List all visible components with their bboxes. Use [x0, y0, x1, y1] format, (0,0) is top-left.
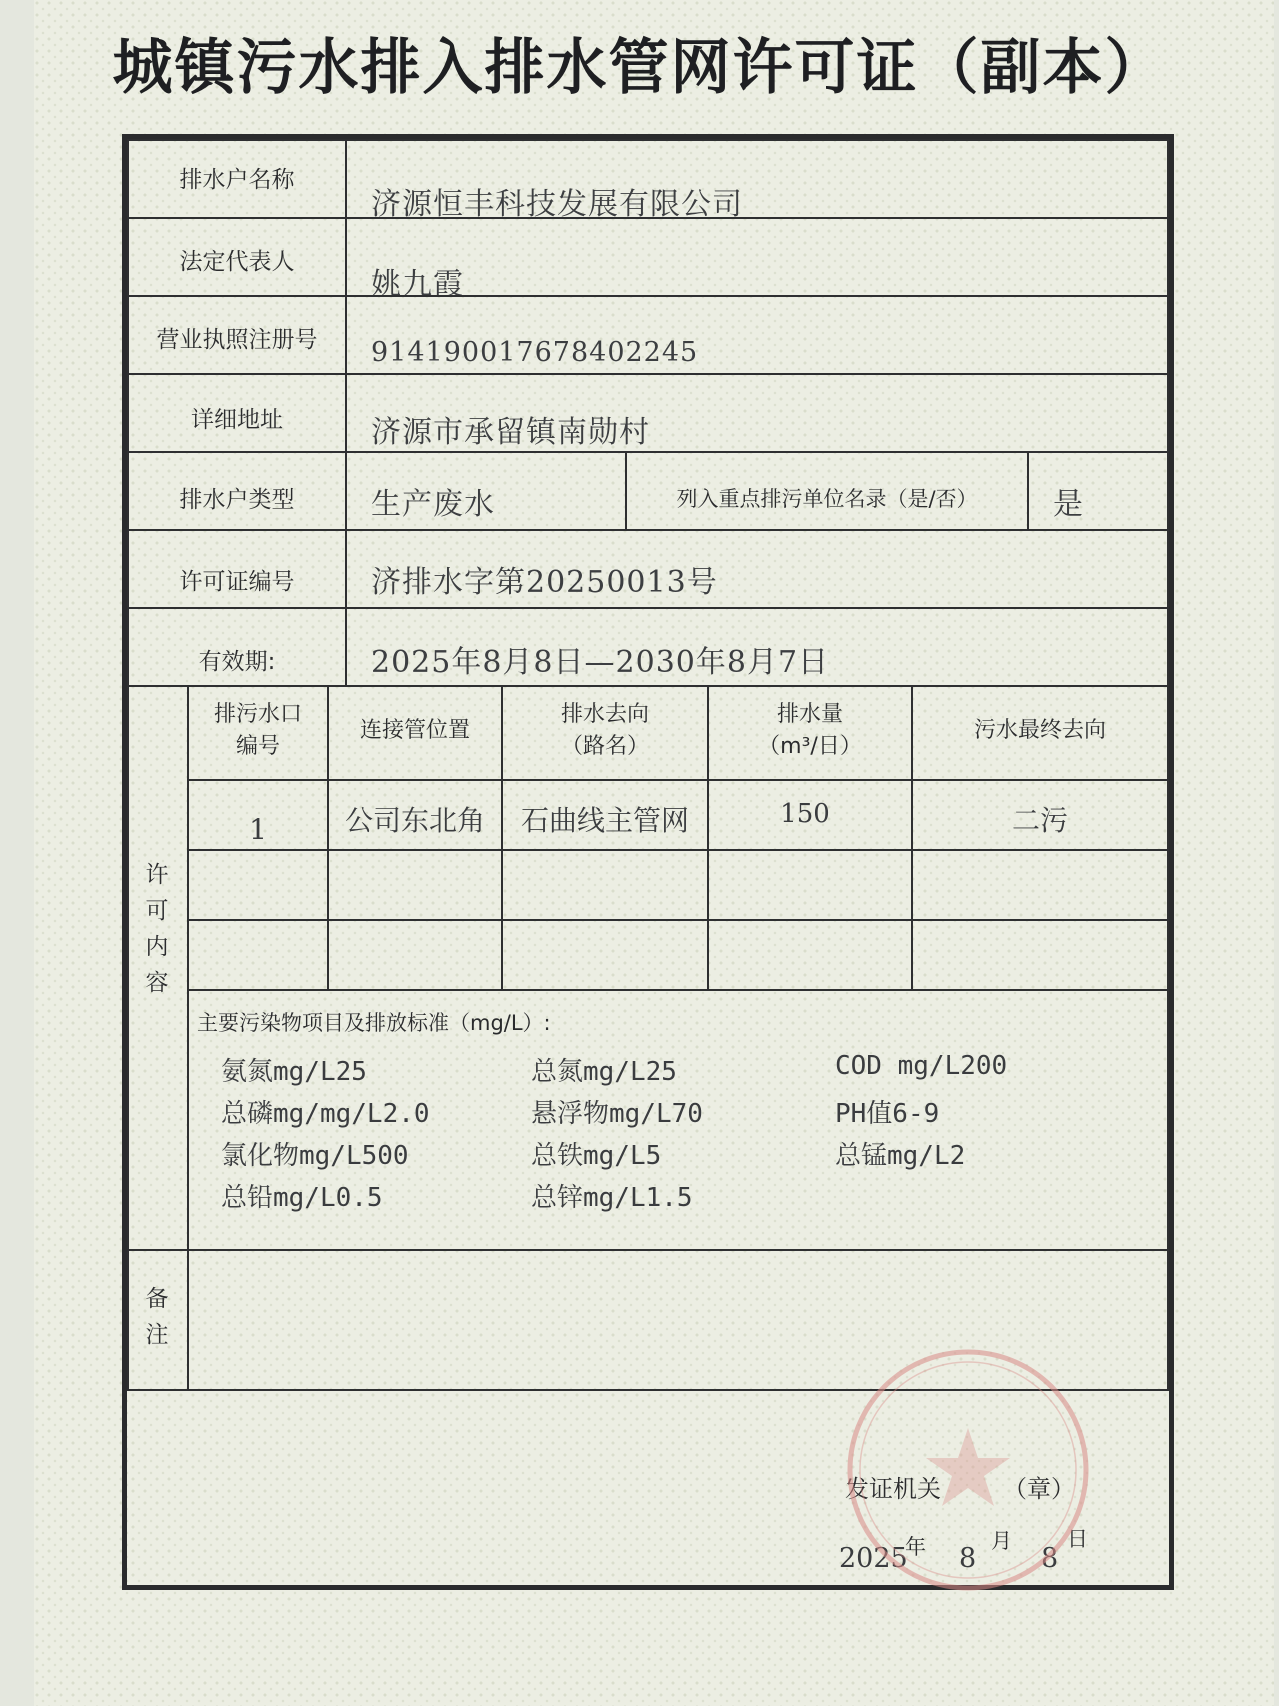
table-cell-direction: 石曲线主管网 [520, 804, 689, 837]
pollutant-item: 悬浮物mg/L70 [531, 1099, 703, 1129]
key-unit-value: 是 [1053, 487, 1084, 522]
col-header-outlet: 排污水口 编号 [213, 702, 302, 759]
valid-label: 有效期: [198, 649, 276, 675]
pollutant-item: 总磷mg/mg/L2.0 [221, 1099, 430, 1129]
issue-day: 8 [1041, 1543, 1059, 1574]
pollutant-item: 总铅mg/L0.5 [221, 1183, 383, 1213]
table-cell-volume: 150 [780, 799, 830, 829]
pollutant-item: 氨氮mg/L25 [221, 1057, 367, 1087]
table-cell-position: 公司东北角 [344, 804, 485, 837]
col-header-position: 连接管位置 [359, 718, 470, 743]
issue-day-unit: 日 [1067, 1527, 1088, 1551]
valid-value: 2025年8月8日—2030年8月7日 [371, 645, 830, 680]
type-value: 生产废水 [371, 487, 495, 522]
permit-label: 许可证编号 [179, 569, 295, 595]
issue-month: 8 [959, 1543, 977, 1574]
table-row: 1 [249, 813, 267, 846]
pollutant-item: 总铁mg/L5 [531, 1141, 662, 1171]
issuer-seal: （章） [1003, 1475, 1075, 1503]
table-cell-final: 二污 [1011, 804, 1068, 837]
page-title: 城镇污水排入排水管网许可证（副本） [112, 33, 1167, 103]
remarks-label: 备 注 [145, 1286, 169, 1348]
address-value: 济源市承留镇南勋村 [371, 415, 650, 450]
col-header-volume: 排水量 （m³/日） [758, 702, 862, 759]
pollutant-item: PH值6-9 [835, 1099, 940, 1129]
key-unit-label: 列入重点排污单位名录（是/否） [676, 487, 978, 511]
name-value: 济源恒丰科技发展有限公司 [371, 187, 743, 222]
pollutant-item: 总氮mg/L25 [531, 1057, 677, 1087]
permit-value: 济排水字第20250013号 [371, 565, 718, 600]
issuer-label: 发证机关 [845, 1475, 941, 1503]
pollutant-item: COD mg/L200 [835, 1051, 1008, 1081]
permit-content-label: 许 可 内 容 [145, 862, 169, 996]
col-header-final: 污水最终去向 [973, 718, 1106, 743]
name-label: 排水户名称 [179, 167, 295, 193]
legal-value: 姚九霞 [371, 267, 464, 302]
pollutant-item: 总锰mg/L2 [835, 1141, 966, 1171]
license-value: 914190017678402245 [371, 337, 699, 368]
issue-year: 2025 [839, 1543, 908, 1574]
pollutant-item: 氯化物mg/L500 [221, 1141, 409, 1171]
pollutant-item: 总锌mg/L1.5 [531, 1183, 693, 1213]
legal-label: 法定代表人 [179, 249, 295, 275]
issue-year-unit: 年 [905, 1535, 926, 1559]
pollutants-heading: 主要污染物项目及排放标准（mg/L）: [197, 1011, 551, 1035]
type-label: 排水户类型 [179, 487, 295, 513]
license-label: 营业执照注册号 [156, 327, 318, 353]
issue-month-unit: 月 [991, 1529, 1012, 1553]
col-header-direction: 排水去向 （路名） [560, 702, 649, 759]
official-seal-stamp [838, 1340, 1098, 1600]
address-label: 详细地址 [191, 407, 283, 433]
